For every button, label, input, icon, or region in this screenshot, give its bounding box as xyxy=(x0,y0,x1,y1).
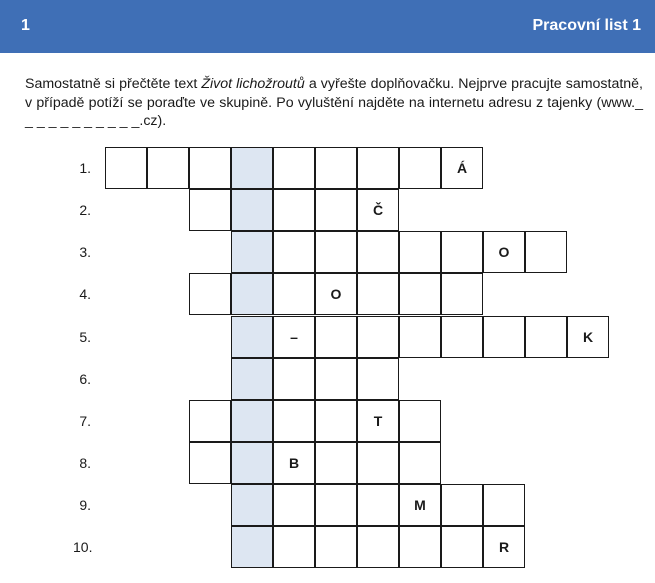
crossword-cell[interactable] xyxy=(399,231,441,273)
crossword-cell[interactable]: Á xyxy=(441,147,483,189)
crossword-cell[interactable] xyxy=(315,189,357,231)
crossword-row-label: 3. xyxy=(79,244,91,261)
crossword-cell[interactable] xyxy=(399,316,441,358)
crossword-row-label: 5. xyxy=(79,328,91,345)
crossword-cell[interactable]: T xyxy=(357,400,399,442)
crossword-row-label: 9. xyxy=(79,497,91,514)
crossword-cell[interactable] xyxy=(315,358,357,400)
crossword-cell[interactable] xyxy=(399,147,441,189)
crossword-cell[interactable] xyxy=(525,231,567,273)
crossword-cell[interactable] xyxy=(189,147,231,189)
crossword-cell[interactable] xyxy=(441,526,483,568)
crossword-row-label: 10. xyxy=(73,539,93,556)
crossword-cell[interactable] xyxy=(273,231,315,273)
crossword-secret-cell[interactable] xyxy=(231,189,273,231)
crossword-cell[interactable]: B xyxy=(273,442,315,484)
crossword-cell[interactable] xyxy=(357,526,399,568)
crossword-secret-cell[interactable] xyxy=(231,442,273,484)
crossword-secret-cell[interactable] xyxy=(231,358,273,400)
crossword-cell[interactable] xyxy=(273,526,315,568)
crossword-cell[interactable] xyxy=(315,316,357,358)
crossword-cell[interactable] xyxy=(189,442,231,484)
crossword-cell[interactable] xyxy=(525,316,567,358)
crossword-cell[interactable] xyxy=(189,400,231,442)
instructions-text xyxy=(25,75,643,131)
crossword-cell[interactable]: K xyxy=(567,316,609,358)
crossword-cell[interactable] xyxy=(399,273,441,315)
crossword-row-label: 1. xyxy=(79,160,91,176)
crossword-cell[interactable] xyxy=(315,484,357,526)
crossword-cell[interactable] xyxy=(315,231,357,273)
crossword-cell[interactable] xyxy=(315,147,357,189)
crossword-cell[interactable] xyxy=(483,484,525,526)
crossword-cell[interactable] xyxy=(315,400,357,442)
crossword-cell[interactable] xyxy=(189,189,231,231)
crossword-cell[interactable]: R xyxy=(483,526,525,568)
crossword-cell[interactable]: M xyxy=(399,484,441,526)
instructions-after: a vyřešte doplňovačku. Nejprve pracujte samostatně, v případě potíží se poraďte ve skupině. Po vyluštění najděte na internetu adresu z tajenky (www._ _ _ _ _ _ _ _ _ _ _.cz). xyxy=(25,76,644,129)
page-header xyxy=(0,0,655,53)
crossword-cell[interactable] xyxy=(399,442,441,484)
crossword-cell[interactable] xyxy=(399,526,441,568)
crossword-secret-cell[interactable] xyxy=(231,484,273,526)
crossword-cell[interactable] xyxy=(441,231,483,273)
crossword-secret-cell[interactable] xyxy=(231,400,273,442)
crossword-cell[interactable] xyxy=(357,147,399,189)
crossword-row-label: 8. xyxy=(79,455,91,472)
crossword-secret-cell[interactable] xyxy=(231,147,273,189)
crossword-cell[interactable] xyxy=(273,358,315,400)
crossword-cell[interactable] xyxy=(273,484,315,526)
crossword-cell[interactable] xyxy=(105,147,147,189)
crossword-cell[interactable] xyxy=(357,231,399,273)
crossword-cell[interactable] xyxy=(357,442,399,484)
crossword-secret-cell[interactable] xyxy=(231,231,273,273)
crossword-secret-cell[interactable] xyxy=(231,526,273,568)
crossword-row-label: 2. xyxy=(79,202,91,219)
crossword-cell[interactable] xyxy=(189,273,231,315)
worksheet-title: Pracovní list 1 xyxy=(532,17,641,34)
crossword-cell[interactable] xyxy=(273,273,315,315)
crossword-cell[interactable] xyxy=(357,273,399,315)
crossword-cell[interactable]: O xyxy=(483,231,525,273)
crossword-cell[interactable] xyxy=(441,273,483,315)
crossword-cell[interactable] xyxy=(273,147,315,189)
crossword-cell[interactable] xyxy=(441,316,483,358)
crossword-cell[interactable] xyxy=(357,358,399,400)
crossword-cell[interactable] xyxy=(483,316,525,358)
crossword-row-label: 7. xyxy=(79,412,91,429)
instructions-before: Samostatně si přečtěte text xyxy=(25,76,202,92)
crossword-cell[interactable] xyxy=(147,147,189,189)
crossword-row-label: 6. xyxy=(79,370,91,387)
crossword-secret-cell[interactable] xyxy=(231,316,273,358)
crossword-cell[interactable]: – xyxy=(273,316,315,358)
crossword-cell[interactable] xyxy=(315,442,357,484)
crossword-cell[interactable] xyxy=(399,400,441,442)
crossword-row-label: 4. xyxy=(79,286,91,303)
instructions-book-title: Život lichožroutů xyxy=(201,76,305,92)
crossword-cell[interactable] xyxy=(315,526,357,568)
crossword-cell[interactable] xyxy=(357,316,399,358)
crossword-cell[interactable]: O xyxy=(315,273,357,315)
crossword-cell[interactable]: Č xyxy=(357,189,399,231)
crossword-secret-cell[interactable] xyxy=(231,273,273,315)
worksheet-number: 1 xyxy=(21,17,30,34)
crossword-cell[interactable] xyxy=(357,484,399,526)
crossword-cell[interactable] xyxy=(441,484,483,526)
crossword-cell[interactable] xyxy=(273,189,315,231)
crossword-cell[interactable] xyxy=(273,400,315,442)
